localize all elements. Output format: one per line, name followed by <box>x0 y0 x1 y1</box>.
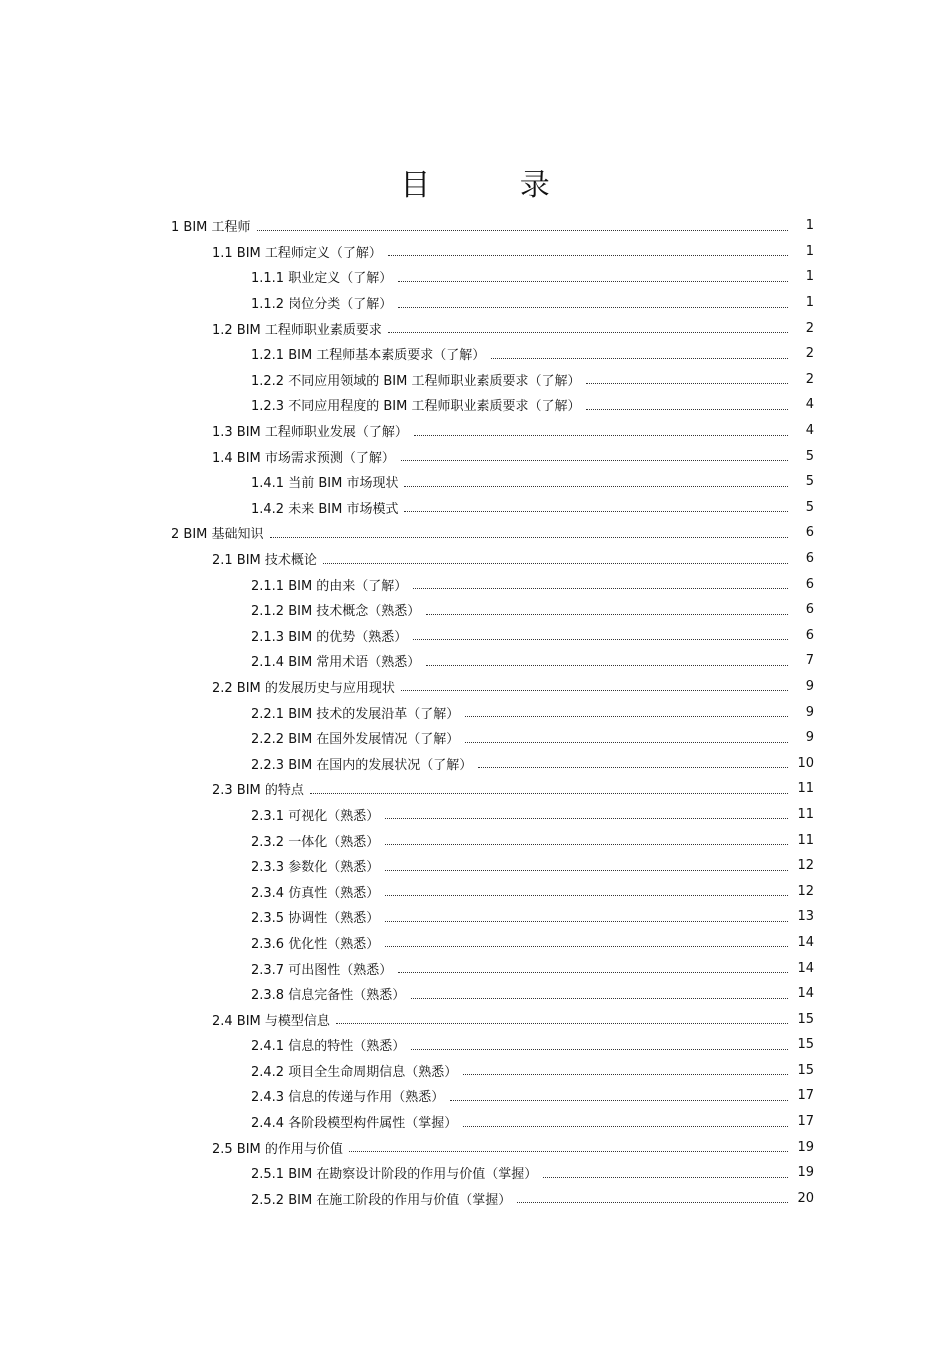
toc-entry[interactable] <box>0 955 950 981</box>
toc-entry-title: 1.2 BIM 工程师职业素质要求 <box>212 322 382 338</box>
dot-leader <box>413 587 788 589</box>
toc-page-number: 2 <box>805 346 814 362</box>
toc-entry[interactable] <box>0 1109 950 1135</box>
toc-entry-title: 2.5.2 BIM 在施工阶段的作用与价值（掌握） <box>251 1192 512 1208</box>
toc-page-number: 11 <box>797 832 814 848</box>
dot-leader <box>388 331 788 333</box>
toc-page-number: 1 <box>805 295 814 311</box>
dot-leader <box>398 280 788 282</box>
toc-page-number: 20 <box>797 1190 814 1206</box>
toc-entry[interactable] <box>0 1032 950 1058</box>
toc-entry[interactable] <box>0 878 950 904</box>
toc-page-number: 9 <box>805 704 814 720</box>
toc-entry[interactable] <box>0 1083 950 1109</box>
toc-entry-title: 2.3.1 可视化（熟悉） <box>251 808 380 824</box>
dot-leader <box>398 971 788 973</box>
dot-leader <box>413 638 788 640</box>
toc-entry-title: 1.3 BIM 工程师职业发展（了解） <box>212 425 408 441</box>
toc-entry[interactable] <box>0 623 950 649</box>
toc-entry-title: 2.3.6 优化性（熟悉） <box>251 936 380 952</box>
toc-entry[interactable] <box>0 776 950 802</box>
page-title: 目 录 <box>400 168 590 204</box>
toc-entry[interactable] <box>0 750 950 776</box>
dot-leader <box>385 817 788 819</box>
toc-entry-title: 1 BIM 工程师 <box>171 220 251 236</box>
dot-leader <box>411 1048 788 1050</box>
toc-entry[interactable] <box>0 392 950 418</box>
toc-page-number: 6 <box>805 627 814 643</box>
toc-entry[interactable] <box>0 827 950 853</box>
dot-leader <box>385 869 788 871</box>
toc-entry-title: 2.4 BIM 与模型信息 <box>212 1013 330 1029</box>
toc-entry[interactable] <box>0 597 950 623</box>
dot-leader <box>404 510 788 512</box>
toc-entry-title: 2.3 BIM 的特点 <box>212 783 304 799</box>
toc-page-number: 17 <box>797 1114 814 1130</box>
dot-leader <box>385 894 788 896</box>
toc-entry-title: 2.3.2 一体化（熟悉） <box>251 834 380 850</box>
toc-page-number: 12 <box>797 883 814 899</box>
dot-leader <box>450 1099 788 1101</box>
toc-entry[interactable] <box>0 1134 950 1160</box>
dot-leader <box>401 459 788 461</box>
toc-entry-title: 2.1.1 BIM 的由来（了解） <box>251 578 408 594</box>
toc-entry[interactable] <box>0 1006 950 1032</box>
toc-entry[interactable] <box>0 725 950 751</box>
toc-page-number: 6 <box>805 525 814 541</box>
dot-leader <box>411 997 788 999</box>
dot-leader <box>543 1176 788 1178</box>
toc-entry-title: 2 BIM 基础知识 <box>171 527 264 543</box>
toc-entry-title: 2.3.4 仿真性（熟悉） <box>251 885 380 901</box>
toc-page-number: 5 <box>805 448 814 464</box>
toc-entry-title: 2.3.3 参数化（熟悉） <box>251 860 380 876</box>
toc-page-number: 14 <box>797 986 814 1002</box>
toc-entry[interactable] <box>0 264 950 290</box>
dot-leader <box>426 664 788 666</box>
toc-entry-title: 1.1 BIM 工程师定义（了解） <box>212 245 382 261</box>
dot-leader <box>349 1150 788 1152</box>
toc-entry-title: 2.3.7 可出图性（熟悉） <box>251 962 393 978</box>
dot-leader <box>385 945 788 947</box>
toc-page-number: 7 <box>805 653 814 669</box>
toc-page-number: 11 <box>797 806 814 822</box>
toc-entry[interactable] <box>0 571 950 597</box>
toc-entry-title: 1.1.1 职业定义（了解） <box>251 271 393 287</box>
dot-leader <box>388 254 788 256</box>
toc-entry-title: 2.4.4 各阶段模型构件属性（掌握） <box>251 1116 458 1132</box>
toc-entry-title: 2.2.1 BIM 技术的发展沿革（了解） <box>251 706 460 722</box>
toc-entry[interactable] <box>0 674 950 700</box>
toc-entry-title: 1.2.2 不同应用领域的 BIM 工程师职业素质要求（了解） <box>251 373 581 389</box>
toc-entry[interactable] <box>0 699 950 725</box>
dot-leader <box>323 562 788 564</box>
toc-entry-title: 2.5 BIM 的作用与价值 <box>212 1141 343 1157</box>
toc-page-number: 15 <box>797 1037 814 1053</box>
toc-page-number: 17 <box>797 1088 814 1104</box>
toc-entry[interactable] <box>0 418 950 444</box>
toc-entry-title: 2.3.5 协调性（熟悉） <box>251 911 380 927</box>
toc-entry[interactable] <box>0 648 950 674</box>
toc-page-number: 2 <box>805 320 814 336</box>
dot-leader <box>465 715 788 717</box>
toc-page-number: 10 <box>797 755 814 771</box>
toc-entry-title: 2.5.1 BIM 在勘察设计阶段的作用与价值（掌握） <box>251 1167 538 1183</box>
dot-leader <box>414 434 788 436</box>
dot-leader <box>398 306 788 308</box>
toc-entry[interactable] <box>0 495 950 521</box>
toc-entry[interactable] <box>0 1058 950 1084</box>
toc-page-number: 1 <box>805 243 814 259</box>
toc-entry[interactable] <box>0 802 950 828</box>
toc-entry-title: 2.2 BIM 的发展历史与应用现状 <box>212 680 395 696</box>
dot-leader <box>478 766 788 768</box>
toc-page-number: 9 <box>805 730 814 746</box>
toc-page-number: 12 <box>797 858 814 874</box>
toc-entry[interactable] <box>0 853 950 879</box>
toc-page-number: 4 <box>805 397 814 413</box>
toc-entry[interactable] <box>0 213 950 239</box>
toc-entry[interactable] <box>0 930 950 956</box>
toc-page-number: 11 <box>797 781 814 797</box>
dot-leader <box>336 1022 788 1024</box>
toc-entry-title: 2.1.3 BIM 的优势（熟悉） <box>251 629 408 645</box>
dot-leader <box>257 229 788 231</box>
toc-entry[interactable] <box>0 367 950 393</box>
dot-leader <box>401 689 788 691</box>
toc-page-number: 1 <box>805 269 814 285</box>
toc-entry-title: 2.1 BIM 技术概论 <box>212 553 317 569</box>
toc-page-number: 15 <box>797 1011 814 1027</box>
toc-entry[interactable] <box>0 546 950 572</box>
dot-leader <box>586 408 788 410</box>
toc-entry-title: 1.2.3 不同应用程度的 BIM 工程师职业素质要求（了解） <box>251 399 581 415</box>
dot-leader <box>404 485 788 487</box>
toc-entry[interactable] <box>0 520 950 546</box>
toc-entry-title: 2.2.2 BIM 在国外发展情况（了解） <box>251 732 460 748</box>
toc-page-number: 19 <box>797 1139 814 1155</box>
toc-entry-title: 2.1.2 BIM 技术概念（熟悉） <box>251 604 421 620</box>
toc-entry[interactable] <box>0 469 950 495</box>
toc-entry[interactable] <box>0 239 950 265</box>
toc-entry[interactable] <box>0 1186 950 1212</box>
dot-leader <box>465 741 788 743</box>
toc-entry-title: 2.4.3 信息的传递与作用（熟悉） <box>251 1090 445 1106</box>
toc-entry[interactable] <box>0 341 950 367</box>
toc-entry[interactable] <box>0 1160 950 1186</box>
dot-leader <box>385 843 788 845</box>
toc-page-number: 15 <box>797 1062 814 1078</box>
toc-entry-title: 1.4 BIM 市场需求预测（了解） <box>212 450 395 466</box>
toc-entry[interactable] <box>0 981 950 1007</box>
toc-entry-title: 1.1.2 岗位分类（了解） <box>251 297 393 313</box>
dot-leader <box>385 920 788 922</box>
toc-page-number: 6 <box>805 576 814 592</box>
dot-leader <box>463 1125 788 1127</box>
dot-leader <box>463 1073 788 1075</box>
dot-leader <box>586 382 788 384</box>
toc-page-number: 19 <box>797 1165 814 1181</box>
toc-entry-title: 1.4.2 未来 BIM 市场模式 <box>251 501 399 517</box>
dot-leader <box>517 1201 788 1203</box>
dot-leader <box>491 357 788 359</box>
toc-page-number: 2 <box>805 371 814 387</box>
toc-page-number: 6 <box>805 551 814 567</box>
toc-page-number: 4 <box>805 423 814 439</box>
toc-entry-title: 2.4.2 项目全生命周期信息（熟悉） <box>251 1064 458 1080</box>
toc-entry-title: 2.4.1 信息的特性（熟悉） <box>251 1039 406 1055</box>
toc-page-number: 6 <box>805 602 814 618</box>
toc-entry[interactable] <box>0 290 950 316</box>
toc-page-number: 14 <box>797 934 814 950</box>
dot-leader <box>270 536 788 538</box>
toc-page-number: 5 <box>805 499 814 515</box>
toc-entry[interactable] <box>0 315 950 341</box>
toc-entry[interactable] <box>0 904 950 930</box>
toc-page-number: 9 <box>805 678 814 694</box>
toc-entry-title: 2.3.8 信息完备性（熟悉） <box>251 988 406 1004</box>
toc-page-number: 5 <box>805 474 814 490</box>
toc-entry[interactable] <box>0 443 950 469</box>
toc-entry-title: 2.1.4 BIM 常用术语（熟悉） <box>251 655 421 671</box>
toc-page-number: 1 <box>805 218 814 234</box>
dot-leader <box>310 792 788 794</box>
toc-entry-title: 2.2.3 BIM 在国内的发展状况（了解） <box>251 757 473 773</box>
toc-page-number: 13 <box>797 909 814 925</box>
dot-leader <box>426 613 788 615</box>
toc-entry-title: 1.4.1 当前 BIM 市场现状 <box>251 476 399 492</box>
toc-entry-title: 1.2.1 BIM 工程师基本素质要求（了解） <box>251 348 486 364</box>
toc-page-number: 14 <box>797 960 814 976</box>
table-of-contents <box>0 213 950 1211</box>
